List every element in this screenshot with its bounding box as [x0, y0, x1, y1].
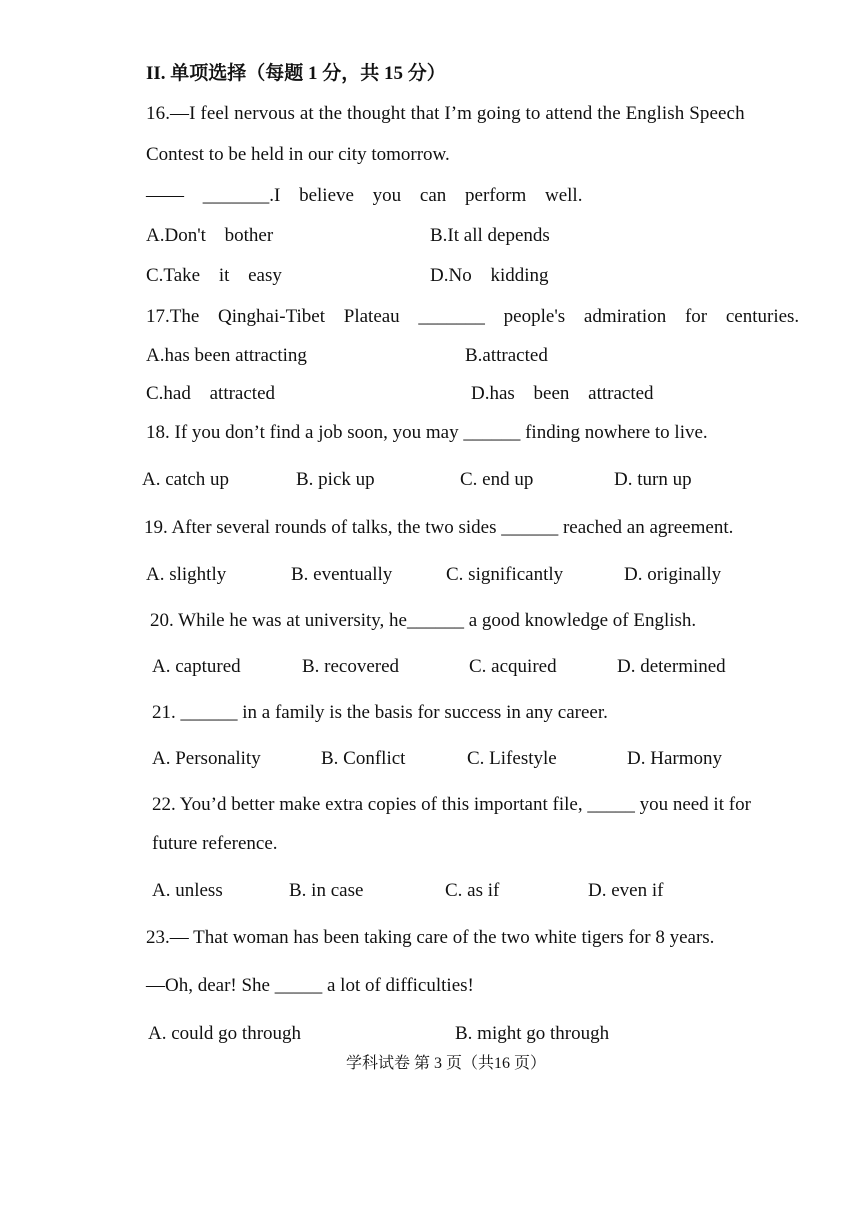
question-22-option-c: C. as if	[445, 880, 500, 901]
question-19-line-1: 19. After several rounds of talks, the two sides ______ reached an agreement.	[144, 517, 734, 538]
question-17-line-1: 17.The Qinghai-Tibet Plateau _______ people's admiration for centuries.	[146, 306, 800, 327]
page-footer: 学科试卷 第 3 页（共16 页）	[346, 1055, 547, 1072]
question-20-option-d: D. determined	[617, 656, 726, 677]
question-17-option-b: B.attracted	[465, 345, 548, 366]
question-16-option-a: A.Don't bother	[146, 225, 274, 246]
question-16-line-2: Contest to be held in our city tomorrow.	[146, 144, 450, 165]
question-23-option-a: A. could go through	[148, 1023, 302, 1044]
question-22-line-2: future reference.	[152, 833, 278, 854]
question-23-option-b: B. might go through	[455, 1023, 610, 1044]
question-22-option-b: B. in case	[289, 880, 364, 901]
question-16-option-c: C.Take it easy	[146, 265, 282, 286]
question-21-option-a: A. Personality	[152, 748, 261, 769]
question-19-option-d: D. originally	[624, 564, 722, 585]
question-17-option-c: C.had attracted	[146, 383, 276, 404]
question-20-line-1: 20. While he was at university, he______ a good knowledge of English.	[150, 610, 697, 631]
question-19-option-a: A. slightly	[146, 564, 227, 585]
question-17-option-d: D.has been attracted	[471, 383, 654, 404]
question-21-option-c: C. Lifestyle	[467, 748, 557, 769]
question-23-line-2: —Oh, dear! She _____ a lot of difficulties!	[146, 975, 474, 996]
question-18-option-c: C. end up	[460, 469, 534, 490]
question-18-option-d: D. turn up	[614, 469, 692, 490]
question-21-line-1: 21. ______ in a family is the basis for success in any career.	[152, 702, 608, 723]
question-22-option-d: D. even if	[588, 880, 664, 901]
question-20-option-b: B. recovered	[302, 656, 400, 677]
question-23-line-1: 23.— That woman has been taking care of the two white tigers for 8 years.	[146, 927, 715, 948]
question-18-option-a: A. catch up	[142, 469, 230, 490]
question-18-line-1: 18. If you don’t find a job soon, you may ______ finding nowhere to live.	[146, 422, 708, 443]
question-19-option-c: C. significantly	[446, 564, 564, 585]
question-16-option-d: D.No kidding	[430, 265, 549, 286]
question-20-option-a: A. captured	[152, 656, 241, 677]
question-16-option-b: B.It all depends	[430, 225, 550, 246]
question-22-option-a: A. unless	[152, 880, 223, 901]
question-16-line-3: —— _______.I believe you can perform well.	[146, 185, 583, 206]
question-21-option-b: B. Conflict	[321, 748, 406, 769]
question-19-option-b: B. eventually	[291, 564, 393, 585]
question-20-option-c: C. acquired	[469, 656, 557, 677]
question-16-line-1: 16.—I feel nervous at the thought that I’m going to attend the English Speech	[146, 103, 745, 124]
question-18-option-b: B. pick up	[296, 469, 375, 490]
question-17-option-a: A.has been attracting	[146, 345, 307, 366]
section-heading: II. 单项选择（每题 1 分，共 15 分）	[146, 63, 446, 84]
question-21-option-d: D. Harmony	[627, 748, 722, 769]
question-22-line-1: 22. You’d better make extra copies of this important file, _____ you need it for	[152, 794, 751, 815]
